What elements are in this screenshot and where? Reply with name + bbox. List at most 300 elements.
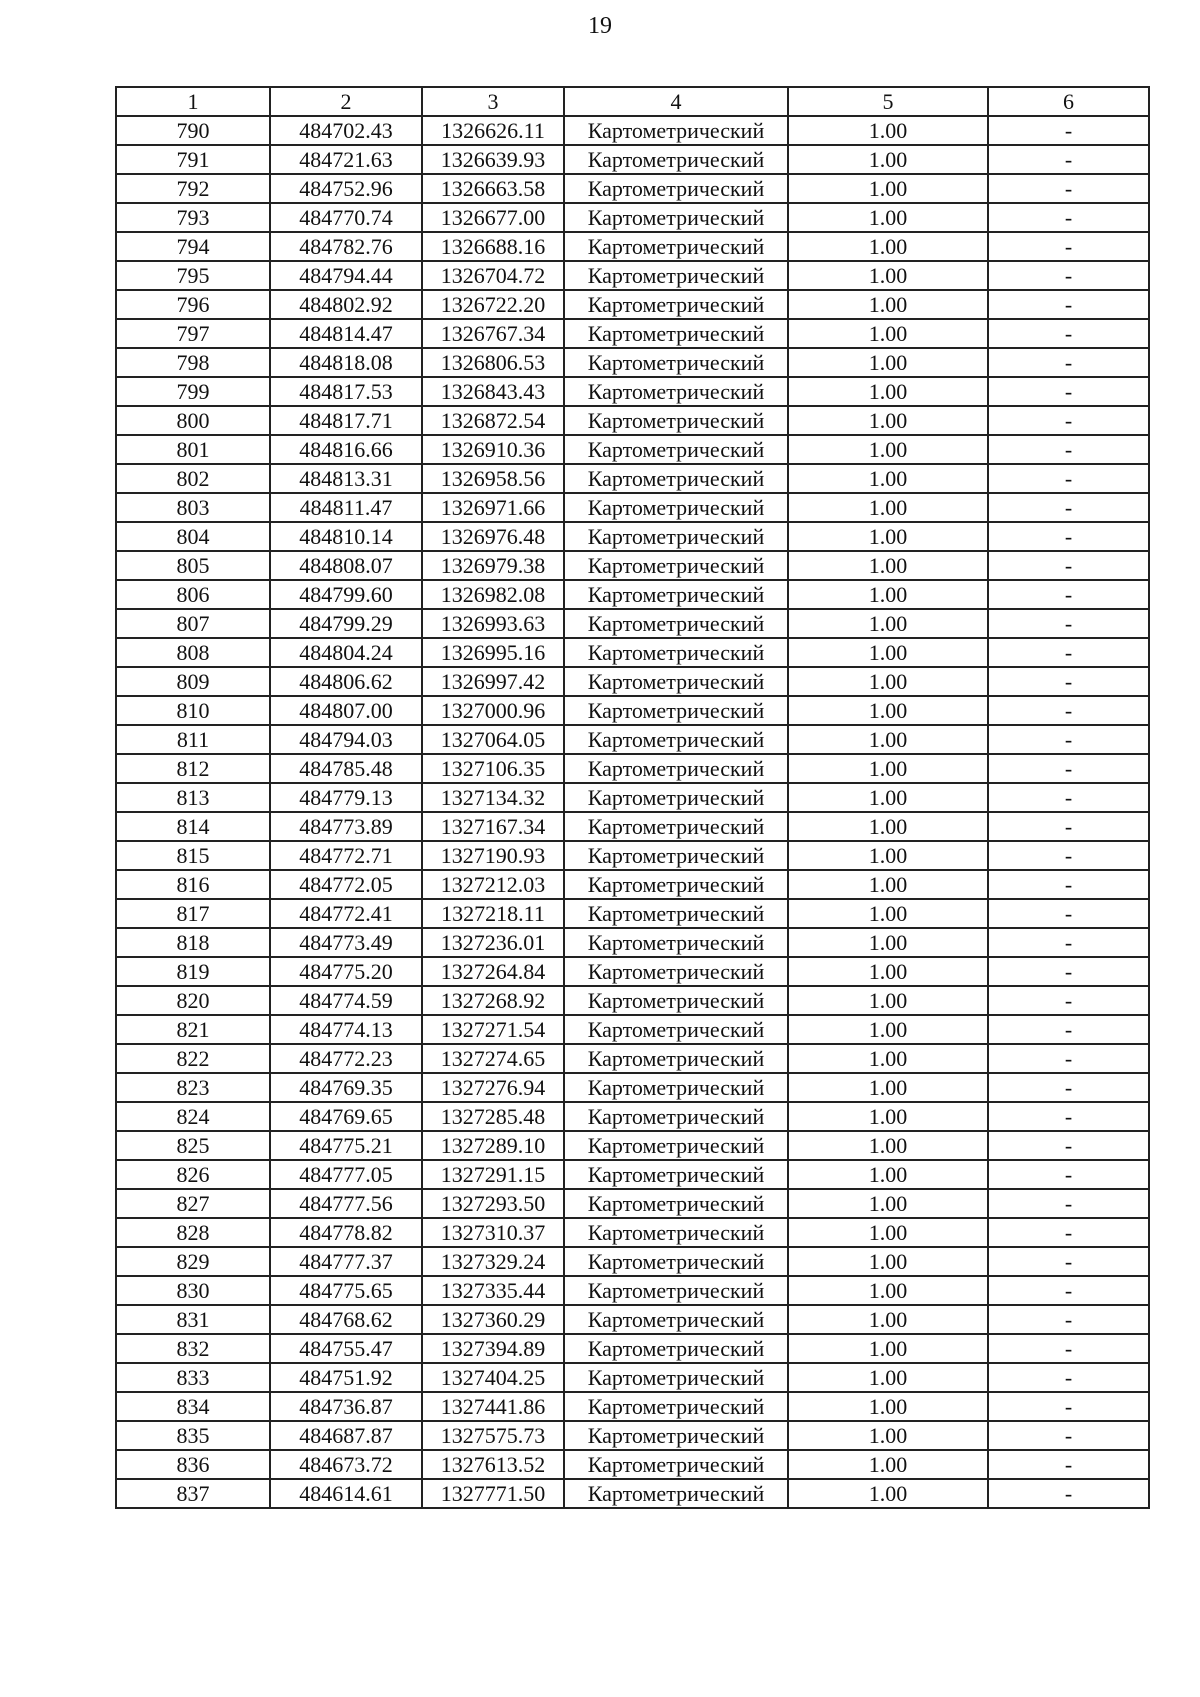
cell-y-coordinate: 1326806.53	[422, 348, 564, 377]
cell-method: Картометрический	[564, 261, 788, 290]
cell-x-coordinate: 484772.05	[270, 870, 422, 899]
cell-x-coordinate: 484794.44	[270, 261, 422, 290]
cell-accuracy: 1.00	[788, 1102, 988, 1131]
cell-y-coordinate: 1327310.37	[422, 1218, 564, 1247]
cell-y-coordinate: 1327441.86	[422, 1392, 564, 1421]
cell-x-coordinate: 484806.62	[270, 667, 422, 696]
cell-accuracy: 1.00	[788, 493, 988, 522]
cell-note: -	[988, 1421, 1149, 1450]
cell-note: -	[988, 812, 1149, 841]
cell-x-coordinate: 484810.14	[270, 522, 422, 551]
cell-y-coordinate: 1327285.48	[422, 1102, 564, 1131]
cell-method: Картометрический	[564, 1392, 788, 1421]
cell-note: -	[988, 406, 1149, 435]
cell-method: Картометрический	[564, 986, 788, 1015]
table-row	[116, 319, 1149, 348]
cell-note: -	[988, 986, 1149, 1015]
cell-x-coordinate: 484721.63	[270, 145, 422, 174]
cell-note: -	[988, 493, 1149, 522]
cell-y-coordinate: 1327329.24	[422, 1247, 564, 1276]
table-row	[116, 493, 1149, 522]
cell-accuracy: 1.00	[788, 928, 988, 957]
cell-accuracy: 1.00	[788, 522, 988, 551]
cell-x-coordinate: 484702.43	[270, 116, 422, 145]
cell-note: -	[988, 1073, 1149, 1102]
cell-accuracy: 1.00	[788, 1421, 988, 1450]
cell-point-number: 791	[116, 145, 270, 174]
cell-point-number: 799	[116, 377, 270, 406]
cell-point-number: 833	[116, 1363, 270, 1392]
table-row	[116, 696, 1149, 725]
cell-point-number: 837	[116, 1479, 270, 1508]
cell-point-number: 811	[116, 725, 270, 754]
table-row	[116, 1276, 1149, 1305]
cell-x-coordinate: 484816.66	[270, 435, 422, 464]
cell-y-coordinate: 1326767.34	[422, 319, 564, 348]
cell-note: -	[988, 609, 1149, 638]
cell-x-coordinate: 484769.65	[270, 1102, 422, 1131]
cell-note: -	[988, 783, 1149, 812]
cell-note: -	[988, 725, 1149, 754]
cell-x-coordinate: 484799.60	[270, 580, 422, 609]
cell-accuracy: 1.00	[788, 377, 988, 406]
table-row	[116, 928, 1149, 957]
cell-y-coordinate: 1326677.00	[422, 203, 564, 232]
cell-y-coordinate: 1326722.20	[422, 290, 564, 319]
cell-point-number: 828	[116, 1218, 270, 1247]
cell-x-coordinate: 484769.35	[270, 1073, 422, 1102]
cell-method: Картометрический	[564, 1189, 788, 1218]
table-row	[116, 986, 1149, 1015]
cell-method: Картометрический	[564, 1015, 788, 1044]
table-row	[116, 1421, 1149, 1450]
cell-method: Картометрический	[564, 667, 788, 696]
cell-point-number: 830	[116, 1276, 270, 1305]
cell-method: Картометрический	[564, 812, 788, 841]
cell-point-number: 806	[116, 580, 270, 609]
cell-y-coordinate: 1327289.10	[422, 1131, 564, 1160]
cell-x-coordinate: 484736.87	[270, 1392, 422, 1421]
cell-y-coordinate: 1326843.43	[422, 377, 564, 406]
cell-method: Картометрический	[564, 145, 788, 174]
cell-note: -	[988, 899, 1149, 928]
cell-point-number: 813	[116, 783, 270, 812]
cell-accuracy: 1.00	[788, 1131, 988, 1160]
cell-method: Картометрический	[564, 1479, 788, 1508]
table-row	[116, 1160, 1149, 1189]
cell-note: -	[988, 1450, 1149, 1479]
cell-y-coordinate: 1327274.65	[422, 1044, 564, 1073]
cell-note: -	[988, 1160, 1149, 1189]
cell-point-number: 802	[116, 464, 270, 493]
cell-y-coordinate: 1327771.50	[422, 1479, 564, 1508]
cell-y-coordinate: 1326958.56	[422, 464, 564, 493]
cell-method: Картометрический	[564, 1305, 788, 1334]
cell-point-number: 826	[116, 1160, 270, 1189]
cell-method: Картометрический	[564, 203, 788, 232]
cell-accuracy: 1.00	[788, 1160, 988, 1189]
table-row	[116, 899, 1149, 928]
cell-y-coordinate: 1327293.50	[422, 1189, 564, 1218]
table-row	[116, 377, 1149, 406]
cell-accuracy: 1.00	[788, 580, 988, 609]
cell-method: Картометрический	[564, 1363, 788, 1392]
cell-note: -	[988, 1247, 1149, 1276]
cell-point-number: 798	[116, 348, 270, 377]
cell-note: -	[988, 203, 1149, 232]
cell-accuracy: 1.00	[788, 1479, 988, 1508]
cell-method: Картометрический	[564, 580, 788, 609]
cell-x-coordinate: 484775.20	[270, 957, 422, 986]
cell-x-coordinate: 484687.87	[270, 1421, 422, 1450]
cell-point-number: 793	[116, 203, 270, 232]
cell-method: Картометрический	[564, 551, 788, 580]
cell-point-number: 809	[116, 667, 270, 696]
cell-method: Картометрический	[564, 1450, 788, 1479]
cell-x-coordinate: 484751.92	[270, 1363, 422, 1392]
cell-method: Картометрический	[564, 406, 788, 435]
cell-accuracy: 1.00	[788, 783, 988, 812]
cell-method: Картометрический	[564, 725, 788, 754]
cell-point-number: 822	[116, 1044, 270, 1073]
cell-y-coordinate: 1326663.58	[422, 174, 564, 203]
cell-note: -	[988, 319, 1149, 348]
cell-accuracy: 1.00	[788, 1363, 988, 1392]
cell-note: -	[988, 116, 1149, 145]
cell-note: -	[988, 145, 1149, 174]
cell-y-coordinate: 1326976.48	[422, 522, 564, 551]
cell-note: -	[988, 464, 1149, 493]
cell-point-number: 825	[116, 1131, 270, 1160]
cell-x-coordinate: 484804.24	[270, 638, 422, 667]
table-row	[116, 1102, 1149, 1131]
table-row	[116, 174, 1149, 203]
cell-method: Картометрический	[564, 1073, 788, 1102]
cell-accuracy: 1.00	[788, 348, 988, 377]
table-row	[116, 580, 1149, 609]
cell-point-number: 797	[116, 319, 270, 348]
cell-point-number: 820	[116, 986, 270, 1015]
cell-accuracy: 1.00	[788, 870, 988, 899]
cell-x-coordinate: 484813.31	[270, 464, 422, 493]
cell-x-coordinate: 484772.71	[270, 841, 422, 870]
header-col-4: 4	[564, 87, 788, 116]
cell-y-coordinate: 1326704.72	[422, 261, 564, 290]
cell-accuracy: 1.00	[788, 174, 988, 203]
cell-note: -	[988, 1479, 1149, 1508]
cell-note: -	[988, 348, 1149, 377]
table-row	[116, 812, 1149, 841]
page-number: 19	[588, 13, 612, 39]
cell-x-coordinate: 484773.89	[270, 812, 422, 841]
cell-point-number: 801	[116, 435, 270, 464]
header-col-1: 1	[116, 87, 270, 116]
cell-note: -	[988, 1044, 1149, 1073]
cell-method: Картометрический	[564, 1044, 788, 1073]
cell-y-coordinate: 1327000.96	[422, 696, 564, 725]
cell-method: Картометрический	[564, 1131, 788, 1160]
cell-point-number: 836	[116, 1450, 270, 1479]
cell-y-coordinate: 1327613.52	[422, 1450, 564, 1479]
cell-y-coordinate: 1327106.35	[422, 754, 564, 783]
table-row	[116, 203, 1149, 232]
cell-accuracy: 1.00	[788, 435, 988, 464]
cell-x-coordinate: 484774.13	[270, 1015, 422, 1044]
table-row	[116, 406, 1149, 435]
cell-point-number: 795	[116, 261, 270, 290]
cell-note: -	[988, 290, 1149, 319]
cell-note: -	[988, 261, 1149, 290]
cell-point-number: 819	[116, 957, 270, 986]
cell-accuracy: 1.00	[788, 667, 988, 696]
cell-note: -	[988, 696, 1149, 725]
cell-method: Картометрический	[564, 870, 788, 899]
cell-note: -	[988, 1218, 1149, 1247]
cell-point-number: 827	[116, 1189, 270, 1218]
cell-accuracy: 1.00	[788, 638, 988, 667]
cell-y-coordinate: 1326626.11	[422, 116, 564, 145]
table-row	[116, 1334, 1149, 1363]
cell-y-coordinate: 1326971.66	[422, 493, 564, 522]
cell-note: -	[988, 638, 1149, 667]
cell-accuracy: 1.00	[788, 319, 988, 348]
coordinates-table	[115, 86, 1150, 1509]
cell-point-number: 796	[116, 290, 270, 319]
cell-method: Картометрический	[564, 232, 788, 261]
cell-y-coordinate: 1326997.42	[422, 667, 564, 696]
cell-x-coordinate: 484755.47	[270, 1334, 422, 1363]
header-row	[116, 87, 1149, 116]
table-row	[116, 145, 1149, 174]
cell-point-number: 831	[116, 1305, 270, 1334]
cell-y-coordinate: 1326993.63	[422, 609, 564, 638]
cell-method: Картометрический	[564, 1160, 788, 1189]
cell-point-number: 808	[116, 638, 270, 667]
cell-x-coordinate: 484775.65	[270, 1276, 422, 1305]
table-row	[116, 1073, 1149, 1102]
cell-note: -	[988, 870, 1149, 899]
table-row	[116, 754, 1149, 783]
cell-x-coordinate: 484777.37	[270, 1247, 422, 1276]
table-row	[116, 1479, 1149, 1508]
cell-point-number: 812	[116, 754, 270, 783]
cell-note: -	[988, 957, 1149, 986]
cell-x-coordinate: 484818.08	[270, 348, 422, 377]
cell-accuracy: 1.00	[788, 1073, 988, 1102]
table-body	[116, 116, 1149, 1508]
header-col-2: 2	[270, 87, 422, 116]
cell-x-coordinate: 484799.29	[270, 609, 422, 638]
cell-point-number: 800	[116, 406, 270, 435]
cell-y-coordinate: 1327394.89	[422, 1334, 564, 1363]
cell-accuracy: 1.00	[788, 1044, 988, 1073]
cell-accuracy: 1.00	[788, 145, 988, 174]
cell-point-number: 816	[116, 870, 270, 899]
cell-y-coordinate: 1327134.32	[422, 783, 564, 812]
cell-x-coordinate: 484673.72	[270, 1450, 422, 1479]
cell-note: -	[988, 1102, 1149, 1131]
cell-method: Картометрический	[564, 464, 788, 493]
cell-method: Картометрический	[564, 957, 788, 986]
cell-y-coordinate: 1326688.16	[422, 232, 564, 261]
cell-y-coordinate: 1327212.03	[422, 870, 564, 899]
cell-note: -	[988, 1189, 1149, 1218]
cell-x-coordinate: 484782.76	[270, 232, 422, 261]
table-row	[116, 1218, 1149, 1247]
cell-method: Картометрический	[564, 1421, 788, 1450]
cell-y-coordinate: 1327271.54	[422, 1015, 564, 1044]
table-row	[116, 841, 1149, 870]
cell-method: Картометрический	[564, 174, 788, 203]
cell-accuracy: 1.00	[788, 899, 988, 928]
cell-note: -	[988, 841, 1149, 870]
cell-point-number: 824	[116, 1102, 270, 1131]
cell-y-coordinate: 1327404.25	[422, 1363, 564, 1392]
cell-accuracy: 1.00	[788, 986, 988, 1015]
cell-x-coordinate: 484785.48	[270, 754, 422, 783]
table-row	[116, 232, 1149, 261]
cell-point-number: 794	[116, 232, 270, 261]
cell-accuracy: 1.00	[788, 551, 988, 580]
cell-x-coordinate: 484770.74	[270, 203, 422, 232]
cell-method: Картометрический	[564, 522, 788, 551]
cell-accuracy: 1.00	[788, 203, 988, 232]
cell-method: Картометрический	[564, 116, 788, 145]
cell-y-coordinate: 1327360.29	[422, 1305, 564, 1334]
cell-point-number: 792	[116, 174, 270, 203]
cell-method: Картометрический	[564, 348, 788, 377]
cell-x-coordinate: 484779.13	[270, 783, 422, 812]
table-row	[116, 638, 1149, 667]
table-row	[116, 1189, 1149, 1218]
cell-point-number: 804	[116, 522, 270, 551]
table-header	[116, 87, 1149, 116]
cell-x-coordinate: 484808.07	[270, 551, 422, 580]
cell-x-coordinate: 484752.96	[270, 174, 422, 203]
cell-method: Картометрический	[564, 638, 788, 667]
cell-x-coordinate: 484772.23	[270, 1044, 422, 1073]
table-row	[116, 1305, 1149, 1334]
cell-point-number: 818	[116, 928, 270, 957]
cell-accuracy: 1.00	[788, 464, 988, 493]
table-row	[116, 435, 1149, 464]
cell-note: -	[988, 551, 1149, 580]
cell-note: -	[988, 1131, 1149, 1160]
cell-method: Картометрический	[564, 1247, 788, 1276]
cell-accuracy: 1.00	[788, 1218, 988, 1247]
cell-point-number: 790	[116, 116, 270, 145]
table-row	[116, 522, 1149, 551]
cell-note: -	[988, 580, 1149, 609]
cell-method: Картометрический	[564, 1334, 788, 1363]
header-col-5: 5	[788, 87, 988, 116]
cell-accuracy: 1.00	[788, 1450, 988, 1479]
cell-note: -	[988, 928, 1149, 957]
table-row	[116, 667, 1149, 696]
cell-x-coordinate: 484817.53	[270, 377, 422, 406]
table-row	[116, 1363, 1149, 1392]
cell-note: -	[988, 377, 1149, 406]
cell-y-coordinate: 1327064.05	[422, 725, 564, 754]
table-row	[116, 1015, 1149, 1044]
cell-method: Картометрический	[564, 1218, 788, 1247]
table-row	[116, 1450, 1149, 1479]
cell-note: -	[988, 522, 1149, 551]
cell-method: Картометрический	[564, 754, 788, 783]
cell-x-coordinate: 484777.05	[270, 1160, 422, 1189]
cell-accuracy: 1.00	[788, 1015, 988, 1044]
cell-x-coordinate: 484614.61	[270, 1479, 422, 1508]
cell-accuracy: 1.00	[788, 1334, 988, 1363]
header-col-3: 3	[422, 87, 564, 116]
cell-y-coordinate: 1327264.84	[422, 957, 564, 986]
cell-note: -	[988, 754, 1149, 783]
cell-x-coordinate: 484774.59	[270, 986, 422, 1015]
table-row	[116, 1247, 1149, 1276]
cell-accuracy: 1.00	[788, 1247, 988, 1276]
table-row	[116, 609, 1149, 638]
cell-accuracy: 1.00	[788, 406, 988, 435]
cell-note: -	[988, 174, 1149, 203]
cell-accuracy: 1.00	[788, 1276, 988, 1305]
cell-accuracy: 1.00	[788, 1189, 988, 1218]
table-row	[116, 290, 1149, 319]
cell-note: -	[988, 1392, 1149, 1421]
cell-point-number: 823	[116, 1073, 270, 1102]
cell-accuracy: 1.00	[788, 1305, 988, 1334]
cell-x-coordinate: 484772.41	[270, 899, 422, 928]
cell-y-coordinate: 1327236.01	[422, 928, 564, 957]
cell-method: Картометрический	[564, 696, 788, 725]
cell-point-number: 817	[116, 899, 270, 928]
header-col-6: 6	[988, 87, 1149, 116]
cell-x-coordinate: 484817.71	[270, 406, 422, 435]
table-row	[116, 1392, 1149, 1421]
cell-note: -	[988, 1363, 1149, 1392]
cell-note: -	[988, 1334, 1149, 1363]
cell-method: Картометрический	[564, 290, 788, 319]
cell-y-coordinate: 1327291.15	[422, 1160, 564, 1189]
cell-method: Картометрический	[564, 435, 788, 464]
cell-y-coordinate: 1327167.34	[422, 812, 564, 841]
cell-accuracy: 1.00	[788, 841, 988, 870]
cell-x-coordinate: 484794.03	[270, 725, 422, 754]
cell-point-number: 834	[116, 1392, 270, 1421]
cell-point-number: 829	[116, 1247, 270, 1276]
cell-y-coordinate: 1326872.54	[422, 406, 564, 435]
cell-accuracy: 1.00	[788, 290, 988, 319]
cell-y-coordinate: 1326982.08	[422, 580, 564, 609]
cell-method: Картометрический	[564, 783, 788, 812]
cell-x-coordinate: 484777.56	[270, 1189, 422, 1218]
cell-y-coordinate: 1327268.92	[422, 986, 564, 1015]
cell-method: Картометрический	[564, 928, 788, 957]
cell-accuracy: 1.00	[788, 754, 988, 783]
table-row	[116, 725, 1149, 754]
cell-y-coordinate: 1326995.16	[422, 638, 564, 667]
cell-note: -	[988, 667, 1149, 696]
cell-point-number: 821	[116, 1015, 270, 1044]
cell-y-coordinate: 1326979.38	[422, 551, 564, 580]
cell-x-coordinate: 484778.82	[270, 1218, 422, 1247]
cell-y-coordinate: 1327190.93	[422, 841, 564, 870]
cell-point-number: 807	[116, 609, 270, 638]
table-row	[116, 1131, 1149, 1160]
cell-method: Картометрический	[564, 841, 788, 870]
cell-accuracy: 1.00	[788, 609, 988, 638]
cell-y-coordinate: 1326639.93	[422, 145, 564, 174]
cell-accuracy: 1.00	[788, 812, 988, 841]
